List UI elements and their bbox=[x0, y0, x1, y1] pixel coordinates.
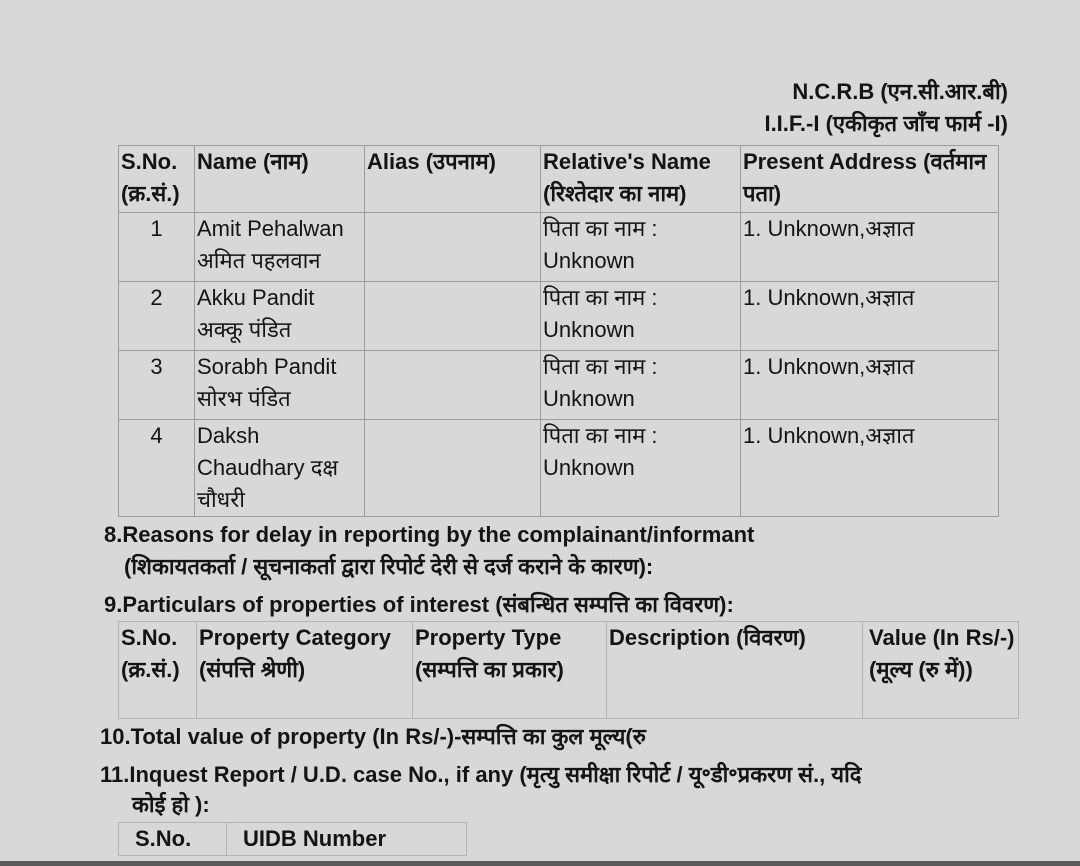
accused-table bbox=[118, 145, 999, 517]
row-relative: पिता का नाम : Unknown bbox=[541, 420, 741, 517]
table-header-row bbox=[119, 622, 1019, 719]
row-relative: पिता का नाम : Unknown bbox=[541, 213, 741, 282]
row-address: 1. Unknown,अज्ञात bbox=[741, 213, 999, 282]
bottom-divider bbox=[0, 861, 1080, 866]
row-relative: पिता का नाम : Unknown bbox=[541, 282, 741, 351]
row-alias bbox=[365, 420, 541, 517]
row-address: 1. Unknown,अज्ञात bbox=[741, 282, 999, 351]
row-address: 1. Unknown,अज्ञात bbox=[741, 420, 999, 517]
table-row bbox=[119, 213, 999, 282]
property-table bbox=[118, 621, 1019, 719]
row-sno: 4 bbox=[119, 420, 195, 517]
header-sno: S.No. (क्र.सं.) bbox=[119, 146, 195, 213]
header-sno: S.No. bbox=[119, 823, 227, 856]
section-8-heading bbox=[104, 519, 754, 551]
header-description: Description (विवरण) bbox=[607, 622, 863, 719]
row-relative: पिता का नाम : Unknown bbox=[541, 351, 741, 420]
table-row bbox=[119, 282, 999, 351]
section-11-heading bbox=[100, 759, 861, 791]
section-11-subtitle: कोई हो ): bbox=[132, 792, 210, 817]
section-title: Reasons for delay in reporting by the complainant/informant bbox=[122, 522, 755, 547]
row-address: 1. Unknown,अज्ञात bbox=[741, 351, 999, 420]
section-title: Total value of property (In Rs/-)-सम्पत्ति का कुल मूल्य(रु bbox=[130, 724, 646, 749]
header-uidb: UIDB Number bbox=[227, 823, 467, 856]
section-title: Particulars of properties of interest (संबन्धित सम्पत्ति का विवरण): bbox=[122, 592, 734, 617]
header-type: Property Type (सम्पत्ति का प्रकार) bbox=[413, 622, 607, 719]
row-sno: 2 bbox=[119, 282, 195, 351]
table-header-row bbox=[119, 146, 999, 213]
header-address: Present Address (वर्तमान पता) bbox=[741, 146, 999, 213]
table-row bbox=[119, 351, 999, 420]
row-name: Akku Pandit अक्कू पंडित bbox=[195, 282, 365, 351]
header-name: Name (नाम) bbox=[195, 146, 365, 213]
form-name-title: I.I.F.-I (एकीकृत जाँच फार्म -I) bbox=[764, 111, 1008, 136]
header-value: Value (In Rs/-) (मूल्य (रु में)) bbox=[863, 622, 1019, 719]
header-relative: Relative's Name (रिश्तेदार का नाम) bbox=[541, 146, 741, 213]
section-10-heading bbox=[100, 721, 646, 753]
section-title: Inquest Report / U.D. case No., if any (मृत्यु समीक्षा रिपोर्ट / यू॰डी॰प्रकरण सं., यदि bbox=[129, 762, 862, 787]
row-sno: 1 bbox=[119, 213, 195, 282]
row-alias bbox=[365, 213, 541, 282]
header-sno: S.No. (क्र.सं.) bbox=[119, 622, 197, 719]
uidb-table bbox=[118, 822, 467, 856]
section-number: 11. bbox=[100, 762, 130, 787]
section-number: 8. bbox=[104, 522, 123, 547]
table-header-row bbox=[119, 823, 467, 856]
section-8-subtitle: (शिकायतकर्ता / सूचनाकर्ता द्वारा रिपोर्ट देरी से दर्ज कराने के कारण): bbox=[124, 554, 654, 579]
row-sno: 3 bbox=[119, 351, 195, 420]
table-row bbox=[119, 420, 999, 517]
form-agency-title: N.C.R.B (एन.सी.आर.बी) bbox=[792, 79, 1008, 104]
row-name: Amit Pehalwan अमित पहलवान bbox=[195, 213, 365, 282]
row-name: Sorabh Pandit सोरभ पंडित bbox=[195, 351, 365, 420]
row-alias bbox=[365, 351, 541, 420]
row-name: Daksh Chaudhary दक्ष चौधरी bbox=[195, 420, 365, 517]
section-number: 10. bbox=[100, 724, 131, 749]
section-number: 9. bbox=[104, 592, 123, 617]
row-alias bbox=[365, 282, 541, 351]
header-category: Property Category (संपत्ति श्रेणी) bbox=[197, 622, 413, 719]
header-alias: Alias (उपनाम) bbox=[365, 146, 541, 213]
section-9-heading bbox=[104, 589, 734, 621]
